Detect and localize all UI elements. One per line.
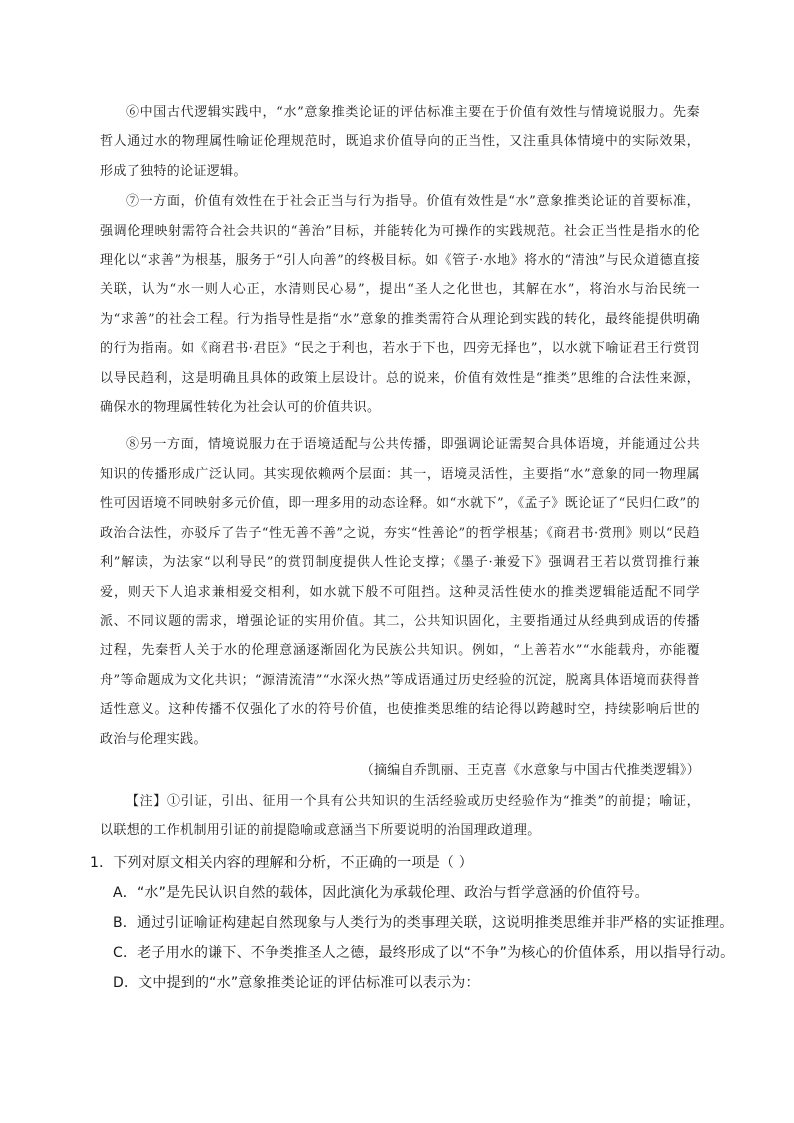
option-a: A．“水”是先民认识自然的载体，因此演化为承载伦理、政治与哲学意涵的价值符号。 (113, 884, 649, 901)
option-b: B．通过引证喻证构建起自然现象与人类行为的类事理关联，这说明推类思维并非严格的实证推理。 (113, 914, 734, 931)
answer-options (113, 878, 735, 998)
paragraph-7: ⑦一方面，价值有效性在于社会正当与行为指导。价值有效性是“水”意象推类论证的首要标准，强调伦理映射需符合社会共识的“善治”目标，并能转化为可操作的实践规范。社会正当性是指水的伦理化以“求善”为根基，服务于“引人向善”的终极目标。如《管子·水地》将水的“清浊”与民众道德直接关联，认为“水一则人心正，水清则民心易”，提出“圣人之化世也，其解在水”，将治水与治民统一为“求善”的社会工程。行为指导性是指“水”意象的推类需符合从理论到实践的转化，最终能提供明确的行为指南。如《商君书·君臣》“民之于利也，若水于下也，四旁无择也”，以水就下喻证君王行赏罚以导民趋利，这是明确且具体的政策上层设计。总的说来，价值有效性是“推类”思维的合法性来源，确保水的物理属性转化为社会认可的价值共识。 (100, 194, 700, 416)
paragraph-6: ⑥中国古代逻辑实践中，“水”意象推类论证的评估标准主要在于价值有效性与情境说服力。先秦哲人通过水的物理属性喻证伦理规范时，既追求价值导向的正当性，又注重具体情境中的实际效果，形成了独特的论证逻辑。 (100, 105, 700, 179)
source-citation: （摘编自乔凯丽、王克喜《水意象与中国古代推类逻辑》） (360, 762, 700, 778)
option-c: C．老子用水的谦下、不争类推圣人之德，最终形成了以“不争”为核心的价值体系，用以指导行动。 (113, 944, 735, 961)
annotation-note: 【注】①引证，引出、征用一个具有公共知识的生活经验或历史经验作为“推类”的前提；喻证，以联想的工作机制用引证的前提隐喻或意涵当下所要说明的治国理政道理。 (100, 793, 700, 839)
document-page (90, 98, 735, 998)
option-d: D．文中提到的“水”意象推类论证的评估标准可以表示为： (113, 974, 480, 991)
question-stem: 1．下列对原文相关内容的理解和分析，不正确的一项是（ ） (90, 854, 473, 871)
paragraph-8: ⑧另一方面，情境说服力在于语境适配与公共传播，即强调论证需契合具体语境，并能通过公共知识的传播形成广泛认同。其实现依赖两个层面：其一，语境灵活性，主要指“水”意象的同一物理属性可因语境不同映射多元价值，即一理多用的动态诠释。如“水就下”，《孟子》既论证了“民归仁政”的政治合法性，亦驳斥了告子“性无善不善”之说，夯实“性善论”的哲学根基；《商君书·赏刑》则以“民趋利”解读，为法家“以利导民”的赏罚制度提供人性论支撑；《墨子·兼爱下》强调君王若以赏罚推行兼爱，则天下人追求兼相爱交相利，如水就下般不可阻挡。这种灵活性使水的推类逻辑能适配不同学派、不同议题的需求，增强论证的实用价值。其二，公共知识固化，主要指通过从经典到成语的传播过程，先秦哲人关于水的伦理意涵逐渐固化为民族公共知识。例如，“上善若水”“水能载舟，亦能覆舟”等命题成为文化共识；“源清流清”“水深火热”等成语通过历史经验的沉淀，脱离具体语境而获得普适性意义。这种传播不仅强化了水的符号价值，也使推类思维的结论得以跨越时空，持续影响后世的政治与伦理实践。 (100, 437, 700, 747)
